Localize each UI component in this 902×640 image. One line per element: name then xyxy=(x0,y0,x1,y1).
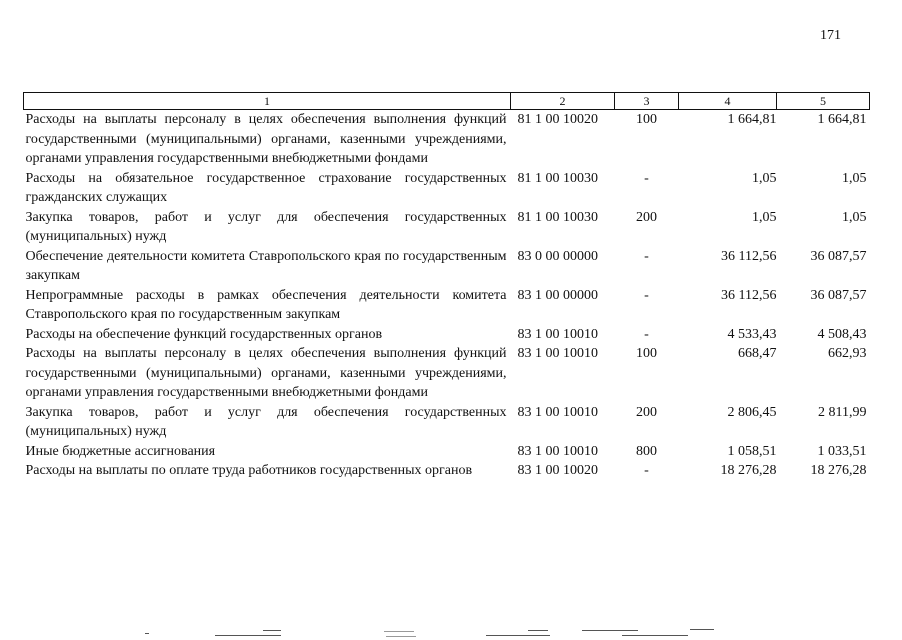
row-description: Расходы на обеспечение функций государственных органов xyxy=(25,326,383,342)
row-code: 81 1 00 10030 xyxy=(517,170,598,186)
row-amount-1: 1,05 xyxy=(752,209,777,225)
column-header-5: 5 xyxy=(777,93,870,110)
row-expense-type: 100 xyxy=(636,346,657,361)
row-amount-2: 36 087,57 xyxy=(810,248,867,264)
row-description: Обеспечение деятельности комитета Ставропольского края по государственным закупкам xyxy=(25,248,507,283)
scan-artifact xyxy=(263,630,281,631)
table-row xyxy=(24,286,870,325)
row-amount-2: 1,05 xyxy=(842,209,867,225)
row-description: Непрограммные расходы в рамках обеспечения деятельности комитета Ставропольского края по государственным закупкам xyxy=(25,287,507,322)
row-code: 83 1 00 10020 xyxy=(517,463,598,478)
row-amount-1: 2 806,45 xyxy=(727,404,777,420)
column-header-1: 1 xyxy=(24,93,511,110)
table-row xyxy=(24,442,870,462)
table-row xyxy=(24,247,870,286)
scan-artifact xyxy=(582,630,638,631)
scan-artifact xyxy=(384,631,414,632)
row-expense-type: - xyxy=(644,326,649,342)
scan-artifact xyxy=(528,630,548,631)
row-code: 83 1 00 10010 xyxy=(517,346,598,361)
row-amount-2: 36 087,57 xyxy=(810,287,867,303)
table-row xyxy=(24,325,870,345)
row-amount-2: 2 811,99 xyxy=(818,404,867,420)
row-description: Иные бюджетные ассигнования xyxy=(25,443,216,459)
row-amount-1: 36 112,56 xyxy=(721,287,777,303)
row-expense-type: 200 xyxy=(636,404,657,420)
scan-artifact xyxy=(486,635,550,636)
row-code: 83 1 00 00000 xyxy=(517,287,598,303)
row-expense-type: 200 xyxy=(636,209,657,225)
row-code: 81 1 00 10030 xyxy=(517,209,598,225)
row-expense-type: - xyxy=(644,248,649,264)
row-amount-1: 1 664,81 xyxy=(727,112,777,127)
table-row xyxy=(24,403,870,442)
table-row xyxy=(24,461,870,481)
table-row xyxy=(24,169,870,208)
row-expense-type: - xyxy=(644,287,649,303)
table-header-row xyxy=(24,93,870,110)
row-amount-1: 1,05 xyxy=(752,170,777,186)
table-row xyxy=(24,344,870,403)
row-expense-type: - xyxy=(644,170,649,186)
row-code: 83 1 00 10010 xyxy=(517,404,598,420)
table-row xyxy=(24,110,870,169)
row-description: Расходы на выплаты персоналу в целях обеспечения выполнения функций государственными (муниципальными) органами, казенными учреждениями, органами управления государственными внебюджетными фондами xyxy=(25,112,507,166)
row-amount-1: 668,47 xyxy=(738,346,777,361)
row-amount-1: 18 276,28 xyxy=(720,463,777,478)
row-amount-2: 4 508,43 xyxy=(817,326,867,342)
table-row xyxy=(24,208,870,247)
scan-artifact xyxy=(386,636,416,637)
scan-artifact xyxy=(145,633,149,634)
row-code: 81 1 00 10020 xyxy=(517,112,598,127)
row-amount-2: 1,05 xyxy=(842,170,867,186)
row-description: Расходы на выплаты персоналу в целях обеспечения выполнения функций государственными (муниципальными) органами, казенными учреждениями, органами управления государственными внебюджетными фондами xyxy=(25,346,507,400)
row-amount-1: 4 533,43 xyxy=(727,326,777,342)
scan-artifact xyxy=(215,635,281,636)
row-expense-type: 100 xyxy=(636,112,657,127)
page-number: 171 xyxy=(820,28,841,43)
row-description: Закупка товаров, работ и услуг для обеспечения государственных (муниципальных) нужд xyxy=(25,404,507,439)
row-code: 83 0 00 00000 xyxy=(517,248,598,264)
row-amount-2: 1 033,51 xyxy=(817,443,867,459)
row-expense-type: - xyxy=(644,463,649,478)
row-amount-2: 1 664,81 xyxy=(817,112,867,127)
column-header-2: 2 xyxy=(511,93,615,110)
row-description: Расходы на выплаты по оплате труда работников государственных органов xyxy=(25,463,473,478)
column-header-3: 3 xyxy=(615,93,679,110)
column-header-4: 4 xyxy=(679,93,777,110)
row-amount-2: 18 276,28 xyxy=(810,463,867,478)
row-amount-2: 662,93 xyxy=(828,346,867,361)
row-expense-type: 800 xyxy=(636,443,657,459)
scan-artifact xyxy=(622,635,688,636)
budget-table xyxy=(23,92,870,481)
row-description: Закупка товаров, работ и услуг для обеспечения государственных (муниципальных) нужд xyxy=(25,209,507,244)
row-amount-1: 1 058,51 xyxy=(727,443,777,459)
row-amount-1: 36 112,56 xyxy=(721,248,777,264)
row-code: 83 1 00 10010 xyxy=(517,443,598,459)
scan-artifact xyxy=(690,629,714,630)
row-code: 83 1 00 10010 xyxy=(517,326,598,342)
row-description: Расходы на обязательное государственное страхование государственных гражданских служащих xyxy=(25,170,507,205)
